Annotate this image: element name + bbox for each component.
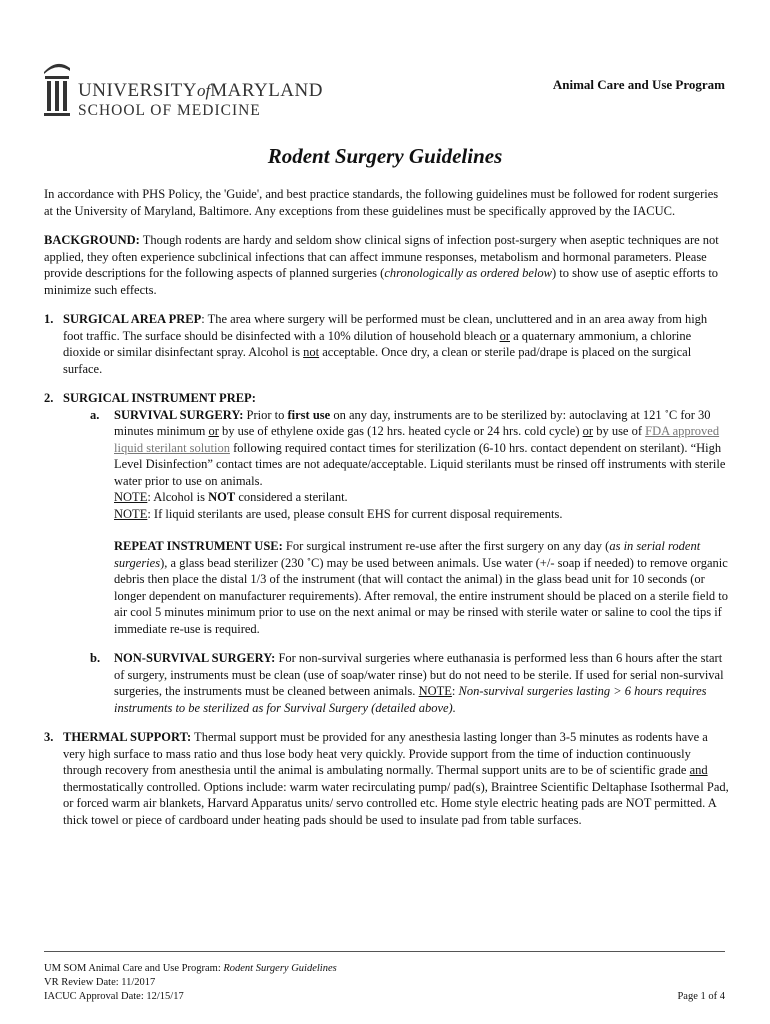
note-alcohol: NOTE: Alcohol is NOT considered a sterilant. xyxy=(114,490,348,504)
section-surgical-area-prep: 1. SURGICAL AREA PREP: The area where surgery will be performed must be clean, uncluttered and in an area away from high foot traffic. The surface should be disinfected with a 10% dilution of household bleach or a quaternary ammonium, a chlorine dioxide or similar disinfectant spray. Alcohol is not acceptable. Once dry, a clean or sterile pad/drape is placed on the surgical surface. xyxy=(44,312,708,376)
note-liquid-sterilants: NOTE: If liquid sterilants are used, please consult EHS for current disposal requirements. xyxy=(114,506,563,521)
page-number: Page 1 of 4 xyxy=(677,991,725,1002)
logo-school: SCHOOL OF MEDICINE xyxy=(78,102,261,119)
page-title: Rodent Surgery Guidelines xyxy=(267,144,503,168)
building-icon xyxy=(42,58,72,120)
footer-program: UM SOM Animal Care and Use Program: Rodent Surgery Guidelines xyxy=(44,963,337,974)
document-body xyxy=(44,186,729,841)
university-logo xyxy=(42,58,322,124)
page-footer xyxy=(44,951,725,1004)
section-thermal-support: 3. THERMAL SUPPORT: Thermal support must be provided for any anesthesia lasting longer than 3-5 minutes as rodents have a very high surface to mass ratio and thus lose body heat very quickly. Provide support from the time of induction continuously through recovery from anesthesia until the animal is ambulating normally. Thermal support units are to be of scientific grade and thermostatically controlled. Options include: warm water recirculating pump/ pad(s), Braintree Scientific Deltaphase Isothermal Pad, or forced warm air blankets, Harvard Apparatus units/ servo controlled etc. Home style electric heating pads are NOT permitted. A thick towel or piece of cardboard under heating pads should be used to insulate pad from table surfaces. xyxy=(44,730,729,827)
section-instrument-prep: 2. SURGICAL INSTRUMENT PREP: xyxy=(44,391,256,405)
footer-review-date: VR Review Date: 11/2017 xyxy=(44,977,156,988)
program-name: Animal Care and Use Program xyxy=(552,77,725,92)
background-paragraph: BACKGROUND: Though rodents are hardy and seldom show clinical signs of infection post-surgery when aseptic techniques are not applied, they often experience subclinical infections that can affect immune responses, metabolism and hormonal parameters. Please provide descriptions for the following aspects of planned surgeries (chronologically as ordered below) to show use of aseptic efforts to minimize such effects. xyxy=(44,233,719,297)
intro-paragraph: In accordance with PHS Policy, the 'Guide', and best practice standards, the following guidelines must be followed for rodent surgeries at the University of Maryland, Baltimore. Any exceptions from these guidelines must be specifically approved by the IACUC. xyxy=(44,187,719,218)
logo-university: UNIVERSITYofMARYLAND xyxy=(78,80,323,101)
subsection-non-survival-surgery: b. NON-SURVIVAL SURGERY: For non-survival surgeries where euthanasia is performed less than 6 hours after the start of surgery, instruments must be clean (use of soap/water rinse) but do not need to be sterile. If used for serial non-survival surgeries, the instruments must be cleaned between animals. NOTE: Non-survival surgeries lasting > 6 hours requires instruments to be sterilized as for Survival Surgery (detailed above). xyxy=(90,651,724,715)
subsection-survival-surgery: a. SURVIVAL SURGERY: Prior to first use on any day, instruments are to be sterilized by: autoclaving at 121 ˚C for 30 minutes minimum or by use of ethylene oxide gas (12 hrs. heated cycle or 24 hrs. cold cycle) or by use of FDA approved liquid sterilant solution following required contact times for sterilization (6-10 hrs. contact dependent on sterilant). “High Level Disinfection” contact times are not adequate/acceptable. Liquid sterilants must be rinsed off instruments with sterile water prior to use on animals. NOTE: Alcohol is NOT considered a sterilant. NOTE: If liquid sterilants are used, please consult EHS for current disposal requirements. xyxy=(90,407,729,523)
fda-sterilant-link[interactable]: FDA approved liquid sterilant solution xyxy=(114,424,720,455)
repeat-instrument-use: REPEAT INSTRUMENT USE: For surgical instrument re-use after the first surgery on any day (as in serial rodent surgeries), a glass bead sterilizer (230 ˚C) may be used between animals. Use water (+/- soap if needed) to remove organic debris then place the distal 1/3 of the instrument (that will contact the animal) in the glass bead unit for 10 seconds (or longer dependent on manufacturer requirements). After removal, the entire instrument should be placed on a sterile field to air cool 5 minutes minimum prior to use on the next animal or may be rinsed with sterile water or saline to cool the tips if immediate re-use is required. xyxy=(114,539,729,636)
footer-approval-date: IACUC Approval Date: 12/15/17 xyxy=(44,991,184,1002)
